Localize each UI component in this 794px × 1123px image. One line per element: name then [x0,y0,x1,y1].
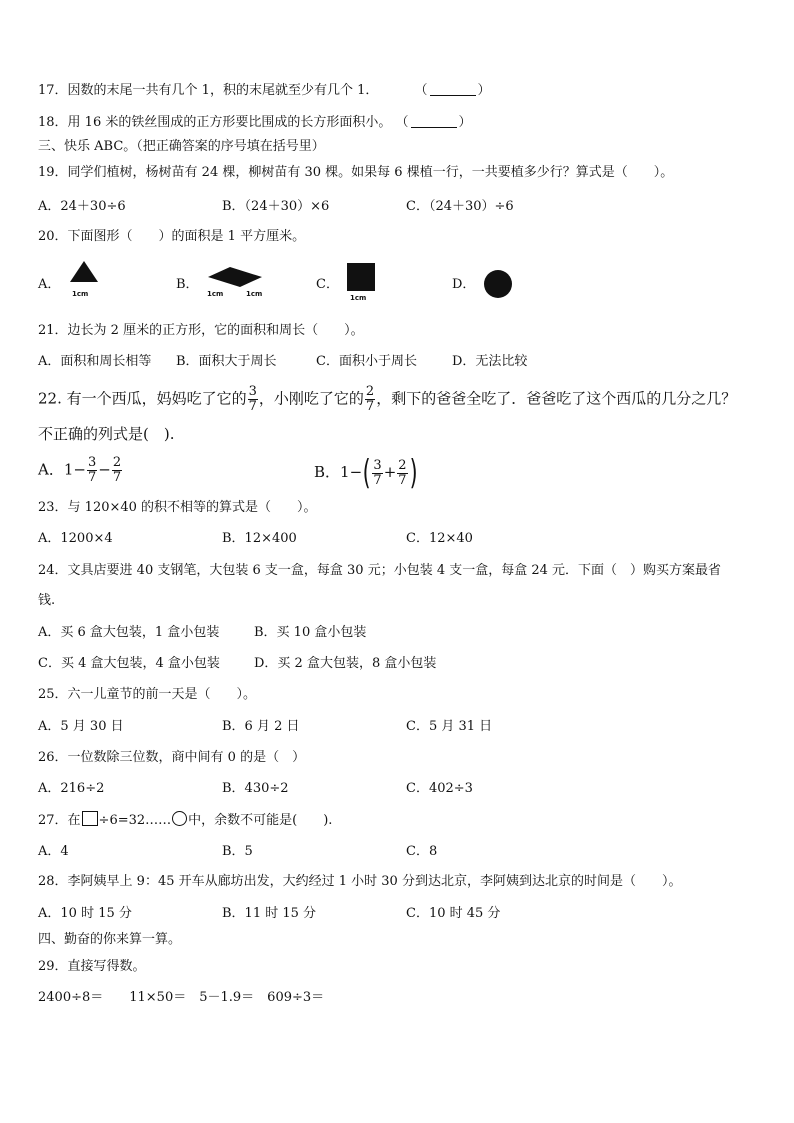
fraction-two-sevenths: $\frac{2}{7}$ [112,455,122,485]
question-27 [38,811,332,830]
question-23-option-c[interactable]: C．12×40 [406,531,473,546]
question-24-option-c[interactable]: C．买 4 盒大包装，4 盒小包装 [38,656,220,671]
square-shape-icon [346,262,376,292]
question-17 [38,82,491,100]
question-19-option-b[interactable]: B．（24＋30）×6 [222,199,330,214]
question-29-calculations[interactable]: 2400÷8＝ 11×50＝ 5－1.9＝ 609÷3＝ [38,990,325,1005]
question-24-option-a[interactable]: A．买 6 盒大包装，1 盒小包装 [38,625,220,640]
question-23-option-a[interactable]: A．1200×4 [38,531,113,546]
question-25-option-b[interactable]: B．6 月 2 日 [222,719,300,734]
question-23: 23．与 120×40 的积不相等的算式是（ ）。 [38,500,317,515]
question-25-option-c[interactable]: C．5 月 31 日 [406,719,493,734]
question-17-answer-blank[interactable]: （ ） [414,83,491,98]
question-22-option-b[interactable]: B．1−( $\frac{3}{7}$ + $\frac{2}{7}$ ) [314,453,418,493]
question-28: 28．李阿姨早上 9：45 开车从廊坊出发，大约经过 1 小时 30 分到达北京，李阿姨到达北京的时间是（ ）。 [38,874,682,889]
question-24-continuation: 钱. [38,593,56,608]
question-21-option-b[interactable]: B．面积大于周长 [176,354,277,369]
section-4-heading: 四、勤奋的你来算一算。 [38,932,182,947]
question-17-text: 17．因数的末尾一共有几个 1，积的末尾就至少有几个 1． [38,83,379,98]
question-22 [38,385,736,414]
question-18-text: 18．用 16 米的铁丝围成的正方形要比围成的长方形面积小。 [38,115,392,130]
question-24-option-d[interactable]: D．买 2 盒大包装，8 盒小包装 [254,656,437,671]
question-21-option-c[interactable]: C．面积小于周长 [316,354,417,369]
fraction-three-sevenths: $\frac{3}{7}$ [87,455,97,485]
question-27-text-2: ÷6=32…… [98,813,172,828]
question-29: 29．直接写得数。 [38,959,146,974]
fraction-three-sevenths: $\frac{3}{7}$ [373,457,382,488]
section-3-heading: 三、快乐 ABC。（把正确答案的序号填在括号里） [38,139,325,154]
question-20-option-a[interactable]: A． [38,277,61,292]
question-24: 24．文具店要进 40 支钢笔，大包装 6 支一盒，每盒 30 元；小包装 4 支一盒，每盒 24 元．下面（ ）购买方案最省 [38,563,722,578]
question-21: 21．边长为 2 厘米的正方形，它的面积和周长（ ）。 [38,323,364,338]
question-18 [38,114,472,132]
question-18-answer-blank[interactable]: （ ） [395,115,472,130]
circle-shape-icon [482,268,514,300]
rhombus-shape-icon [206,266,264,288]
question-20-option-c[interactable]: C． [316,277,339,292]
question-26-option-a[interactable]: A．216÷2 [38,781,105,796]
question-22-option-a[interactable]: A．1− $\frac{3}{7}$ − $\frac{2}{7}$ [38,455,122,485]
question-19-option-c[interactable]: C．（24＋30）÷6 [406,199,514,214]
question-26-option-c[interactable]: C．402÷3 [406,781,473,796]
question-20: 20．下面图形（ ）的面积是 1 平方厘米。 [38,229,306,244]
question-22-text-2: ，小刚吃了它的 [258,389,364,408]
triangle-shape-icon [68,260,100,286]
fraction-two-sevenths: $\frac{2}{7}$ [365,384,375,414]
fraction-two-sevenths: $\frac{2}{7}$ [398,457,407,488]
question-22-text-3: ，剩下的爸爸全吃了．爸爸吃了这个西瓜的几分之几？ [376,389,737,408]
triangle-unit-label: 1cm [72,290,89,298]
question-19-option-a[interactable]: A．24＋30÷6 [38,199,126,214]
rhombus-unit-label-right: 1cm [246,290,263,298]
question-28-option-c[interactable]: C．10 时 45 分 [406,906,501,921]
fraction-three-sevenths: $\frac{3}{7}$ [248,384,257,414]
question-25-option-a[interactable]: A．5 月 30 日 [38,719,124,734]
question-28-option-a[interactable]: A．10 时 15 分 [38,906,132,921]
question-23-option-b[interactable]: B．12×400 [222,531,297,546]
question-27-option-a[interactable]: A．4 [38,844,69,859]
question-20-option-d[interactable]: D． [452,277,476,292]
question-27-text-1: 27．在 [38,813,81,828]
question-27-option-c[interactable]: C．8 [406,844,438,859]
question-27-option-b[interactable]: B．5 [222,844,253,859]
dividend-box-icon[interactable] [82,811,98,826]
rhombus-unit-label-left: 1cm [207,290,224,298]
question-28-option-b[interactable]: B．11 时 15 分 [222,906,317,921]
square-unit-label: 1cm [350,294,367,302]
question-24-option-b[interactable]: B．买 10 盒小包装 [254,625,367,640]
question-21-option-a[interactable]: A．面积和周长相等 [38,354,152,369]
question-25: 25．六一儿童节的前一天是（ ）。 [38,687,257,702]
question-27-text-3: 中，余数不可能是( ). [188,813,333,828]
question-22-line-2: 不正确的列式是( ). [38,425,175,443]
question-26: 26．一位数除三位数，商中间有 0 的是（ ） [38,750,306,765]
question-19: 19．同学们植树，杨树苗有 24 棵，柳树苗有 30 棵。如果每 6 棵植一行，一共要植多少行？算式是（ ）。 [38,165,674,180]
question-20-option-b[interactable]: B． [176,277,199,292]
remainder-circle-icon[interactable] [172,811,187,826]
question-22-text-1: 22. 有一个西瓜，妈妈吃了它的 [38,389,247,408]
question-21-option-d[interactable]: D．无法比较 [452,354,528,369]
question-26-option-b[interactable]: B．430÷2 [222,781,289,796]
